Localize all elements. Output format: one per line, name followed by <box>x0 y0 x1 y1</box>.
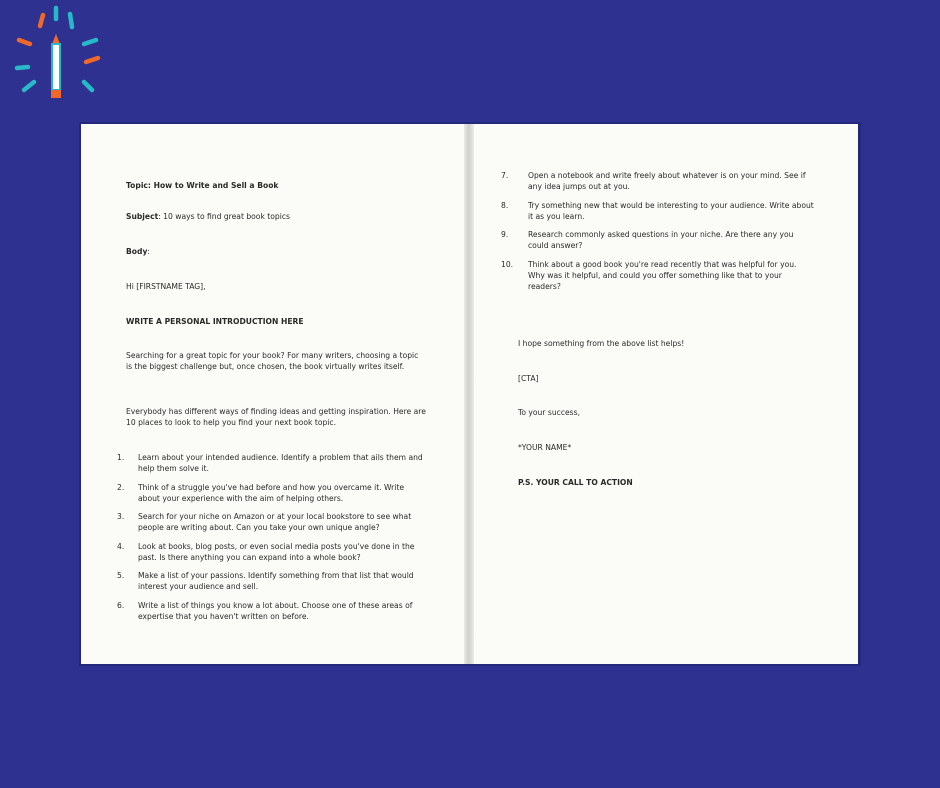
intro-heading: WRITE A PERSONAL INTRODUCTION HERE <box>126 317 304 326</box>
topic-line: Topic: How to Write and Sell a Book <box>126 181 279 190</box>
list-number: 9. <box>501 230 509 239</box>
list-number: 5. <box>117 571 125 580</box>
page-gutter <box>464 124 474 664</box>
list-text: Think of a struggle you've had before and how you overcame it. Write about your experience with the aim of helping others. <box>138 482 405 503</box>
paragraph-1: Searching for a great topic for your book? For many writers, choosing a topic is the biggest challenge but, once chosen, the book virtually writes itself. <box>126 351 419 371</box>
list-text: Learn about your intended audience. Identify a problem that ails them and help them solve it. <box>138 453 423 473</box>
list-text: Write a list of things you know a lot about. Choose one of these areas of expertise that you haven't written on before. <box>138 600 413 621</box>
list-text: Research commonly asked questions in your niche. Are there any you could answer? <box>528 230 794 250</box>
list-item <box>501 170 814 192</box>
subject-line <box>126 211 426 222</box>
list-number: 6. <box>117 600 125 610</box>
subject-text: : 10 ways to find great book topics <box>158 212 290 221</box>
list-number: 7. <box>501 171 509 180</box>
document-spread <box>79 122 861 666</box>
list-text: Think about a good book you're read recently that was helpful for you. Why was it helpful, and could you offer something like that to your readers? <box>528 259 797 291</box>
signature-name: *YOUR NAME* <box>518 443 572 452</box>
list-item <box>501 229 814 251</box>
list-text: Open a notebook and write freely about whatever is on your mind. See if any idea jumps out at you. <box>528 171 806 191</box>
list-item <box>501 259 814 292</box>
list-item <box>117 541 423 563</box>
list-item <box>117 600 423 622</box>
left-page <box>81 124 464 664</box>
body-line <box>126 246 426 257</box>
list-number: 10. <box>501 259 514 269</box>
greeting: Hi [FIRSTNAME TAG], <box>126 282 206 291</box>
body-label: Body <box>126 247 148 256</box>
list-number: 4. <box>117 541 125 551</box>
topic-list-part-1 <box>117 452 423 629</box>
list-number: 8. <box>501 200 509 210</box>
body-colon: : <box>147 247 150 256</box>
list-text: Look at books, blog posts, or even social media posts you've done in the past. Is there anything you can expand into a whole book? <box>138 541 415 562</box>
list-text: Try something new that would be interesting to your audience. Write about it as you learn. <box>528 200 814 221</box>
cta-placeholder: [CTA] <box>518 374 539 383</box>
right-page <box>474 124 858 664</box>
postscript: P.S. YOUR CALL TO ACTION <box>518 478 633 487</box>
subject-label: Subject <box>126 212 159 221</box>
paragraph-2: Everybody has different ways of finding ideas and getting inspiration. Here are 10 places to look to help you find your next book topic. <box>126 407 426 427</box>
list-number: 3. <box>117 512 125 521</box>
topic-list-part-2 <box>501 170 814 299</box>
list-number: 1. <box>117 453 125 462</box>
list-item <box>117 511 423 533</box>
list-text: Make a list of your passions. Identify something from that list that would interest your audience and sell. <box>138 571 414 591</box>
signoff: To your success, <box>518 408 581 417</box>
list-item <box>117 570 423 592</box>
list-text: Search for your niche on Amazon or at your local bookstore to see what people are writing about. Can you take your own unique angle? <box>138 512 412 532</box>
list-item <box>117 452 423 474</box>
list-item <box>117 482 423 504</box>
list-number: 2. <box>117 482 125 492</box>
pencil-burst-icon <box>10 2 114 112</box>
closing-line: I hope something from the above list helps! <box>518 339 685 348</box>
list-item <box>501 200 814 222</box>
